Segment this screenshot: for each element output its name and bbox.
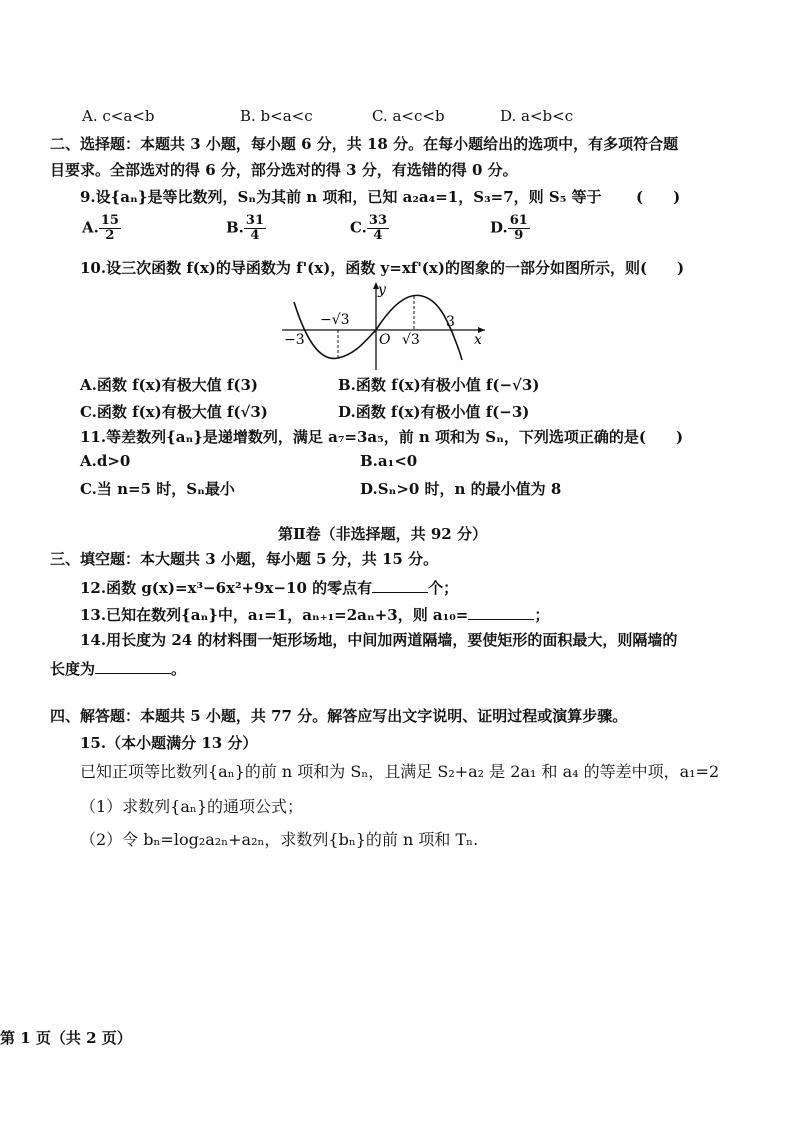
q15-title: 15.（本小题满分 13 分） xyxy=(80,734,258,752)
q9-option-d: D. $\frac{61}{9}$ xyxy=(490,213,528,243)
neg3-label: −3 xyxy=(284,332,305,348)
q14-post: 。 xyxy=(171,660,187,678)
page-footer: 第 1 页（共 2 页） xyxy=(0,1029,132,1047)
q12-post: 个； xyxy=(428,579,459,597)
q11-option-a: A.d>0 xyxy=(80,452,131,470)
sqrt3-label: √3 xyxy=(402,332,420,348)
q10-option-d: D.函数 f(x)有极小值 f(−3) xyxy=(338,403,530,421)
q15-sub2: （2）令 bₙ=log₂a₂ₙ+a₂ₙ，求数列{bₙ}的前 n 项和 Tₙ. xyxy=(80,830,479,849)
q8-option-b: B. b<a<c xyxy=(240,107,313,125)
q10-option-a: A.函数 f(x)有极大值 f(3) xyxy=(80,376,258,394)
q14-line2 xyxy=(50,657,186,679)
neg-sqrt3-label: −√3 xyxy=(320,312,350,328)
q14-line1: 14.用长度为 24 的材料围一矩形场地，中间加两道隔墙，要使矩形的面积最大，则隔墙的 xyxy=(80,631,678,649)
q11-option-c: C.当 n=5 时，Sₙ最小 xyxy=(80,480,235,498)
q8-option-a: A. c<a<b xyxy=(82,107,155,125)
q13-pre: 13.已知在数列{aₙ}中，a₁=1，aₙ₊₁=2aₙ+3，则 a₁₀= xyxy=(80,606,469,624)
q14-pre: 长度为 xyxy=(50,660,96,678)
q11-stem: 11.等差数列{aₙ}是递增数列，满足 a₇=3a₅，前 n 项和为 Sₙ，下列选项正确的是( ) xyxy=(80,428,684,446)
q9-option-a: A. $\frac{15}{2}$ xyxy=(82,213,119,243)
origin-label: O xyxy=(379,332,391,348)
q11-option-b: B.a₁<0 xyxy=(360,452,418,470)
section3-heading: 三、填空题：本大题共 3 小题，每小题 5 分，共 15 分。 xyxy=(50,550,439,568)
q14-blank[interactable] xyxy=(95,657,171,674)
q13-line xyxy=(80,603,549,625)
q11-option-d: D.Sₙ>0 时，n 的最小值为 8 xyxy=(360,480,562,498)
y-label: y xyxy=(378,282,386,298)
q10-stem: 10.设三次函数 f(x)的导函数为 f'(x)，函数 y=xf'(x)的图象的一部分如图所示，则( ) xyxy=(80,259,685,277)
q9-stem: 9.设{aₙ}是等比数列，Sₙ为其前 n 项和，已知 a₂a₄=1，S₃=7，则 S₅ 等于 xyxy=(80,188,602,206)
section4-heading: 四、解答题：本题共 5 小题，共 77 分。解答应写出文字说明、证明过程或演算步骤。 xyxy=(50,707,628,725)
q13-post: ； xyxy=(534,606,550,624)
q8-option-c: C. a<c<b xyxy=(372,107,445,125)
q9-option-b: B. $\frac{31}{4}$ xyxy=(226,213,264,243)
section2-heading-cont: 目要求。全部选对的得 6 分，部分选对的得 3 分，有选错的得 0 分。 xyxy=(50,161,518,179)
q9-paren: ( ) xyxy=(636,188,681,206)
pos3-label: 3 xyxy=(446,314,455,330)
section2-heading: 二、选择题：本题共 3 小题，每小题 6 分，共 18 分。在每小题给出的选项中，有多项符合题 xyxy=(50,135,679,153)
part2-title: 第Ⅱ卷（非选择题，共 92 分） xyxy=(278,525,487,543)
q13-blank[interactable] xyxy=(468,603,534,620)
q10-graph xyxy=(280,280,490,372)
q12-blank[interactable] xyxy=(372,576,428,593)
q10-option-c: C.函数 f(x)有极大值 f(√3) xyxy=(80,403,268,421)
q10-option-b: B.函数 f(x)有极小值 f(−√3) xyxy=(338,376,540,394)
x-label: x xyxy=(474,332,482,348)
q8-option-d: D. a<b<c xyxy=(500,107,574,125)
q9-option-c: C. $\frac{33}{4}$ xyxy=(350,213,387,243)
q15-stem: 已知正项等比数列{aₙ}的前 n 项和为 Sₙ，且满足 S₂+a₂ 是 2a₁ 和 a₄ 的等差中项，a₁=2 xyxy=(80,762,720,781)
q12-pre: 12.函数 g(x)=x³−6x²+9x−10 的零点有 xyxy=(80,579,373,597)
q15-sub1: （1）求数列{aₙ}的通项公式； xyxy=(80,797,304,816)
q12-line xyxy=(80,576,458,598)
